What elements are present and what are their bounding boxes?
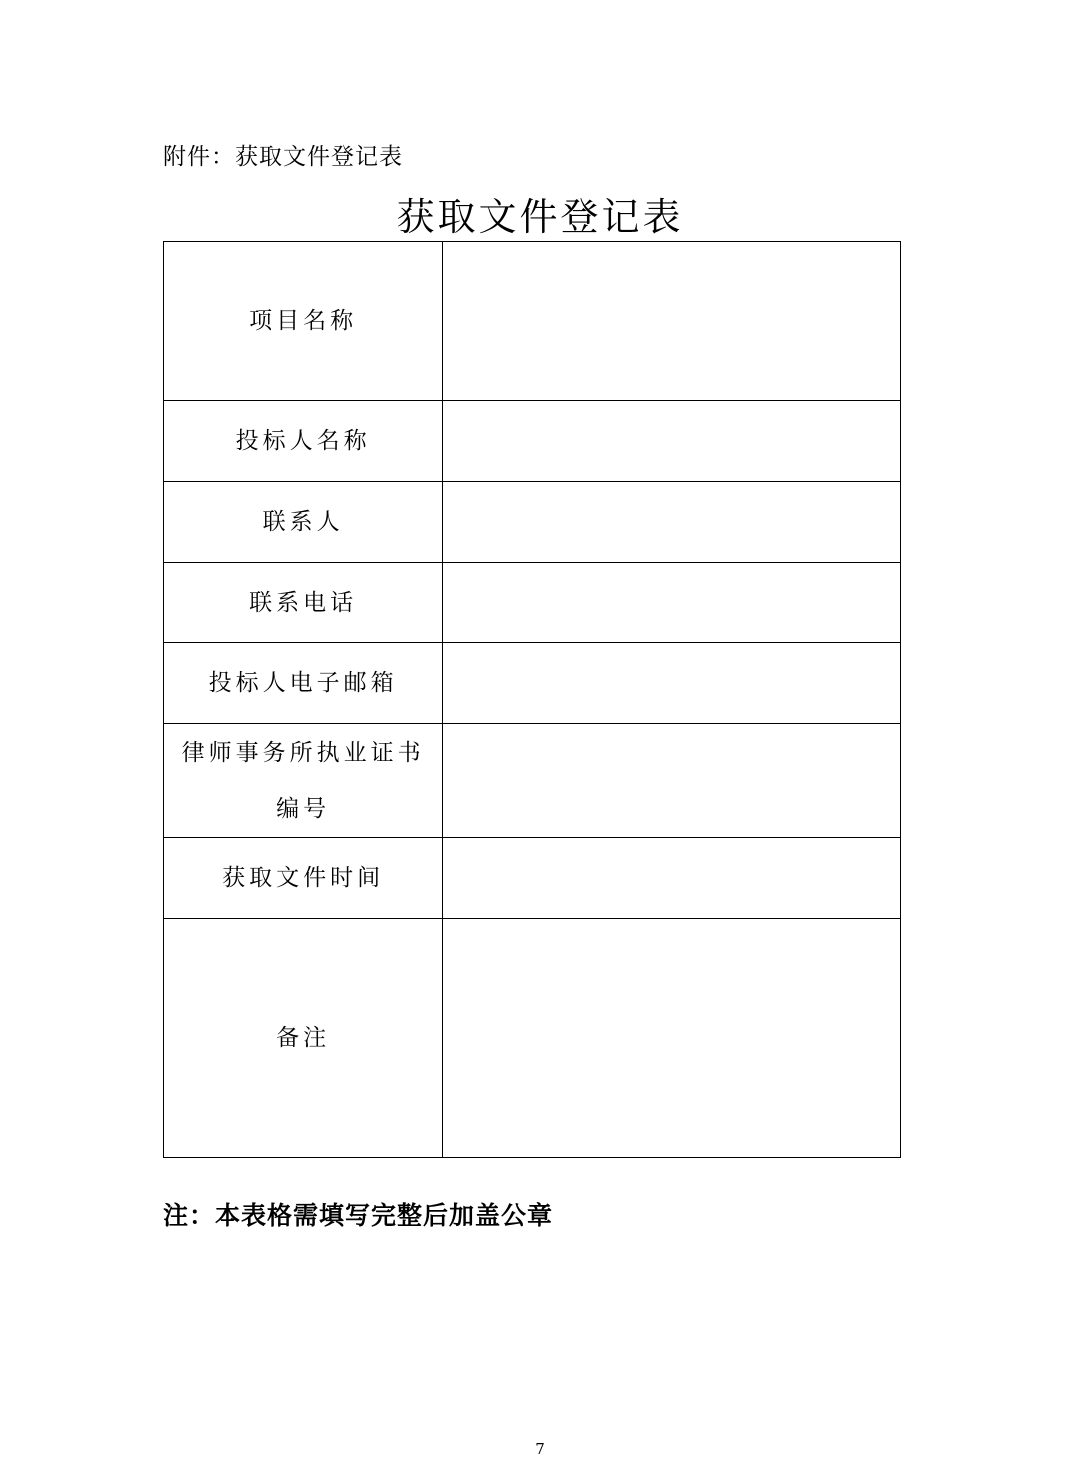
row-value-field[interactable] — [443, 401, 901, 482]
row-value-field[interactable] — [443, 563, 901, 643]
table-row — [164, 724, 901, 838]
row-value-field[interactable] — [443, 482, 901, 563]
row-label: 联系电话 — [164, 563, 443, 643]
row-value-field[interactable] — [443, 919, 901, 1158]
row-value-field[interactable] — [443, 242, 901, 401]
table-row — [164, 401, 901, 482]
row-label: 获取文件时间 — [164, 838, 443, 919]
page-number: 7 — [535, 1440, 545, 1458]
footnote: 注：本表格需填写完整后加盖公章 — [163, 1201, 554, 1230]
row-label: 备注 — [164, 919, 443, 1158]
row-label: 联系人 — [164, 482, 443, 563]
table-row — [164, 643, 901, 724]
row-value-field[interactable] — [443, 643, 901, 724]
table-row — [164, 563, 901, 643]
row-label: 投标人名称 — [164, 401, 443, 482]
registration-table — [163, 241, 901, 1158]
table-row — [164, 242, 901, 401]
row-value-field[interactable] — [443, 838, 901, 919]
table-row — [164, 838, 901, 919]
row-label: 投标人电子邮箱 — [164, 643, 443, 724]
row-label: 律师事务所执业证书编号 — [164, 724, 443, 838]
row-label: 项目名称 — [164, 242, 443, 401]
row-value-field[interactable] — [443, 724, 901, 838]
attachment-label: 附件：获取文件登记表 — [163, 144, 403, 170]
page-title: 获取文件登记表 — [396, 195, 684, 239]
table-row — [164, 919, 901, 1158]
table-row — [164, 482, 901, 563]
